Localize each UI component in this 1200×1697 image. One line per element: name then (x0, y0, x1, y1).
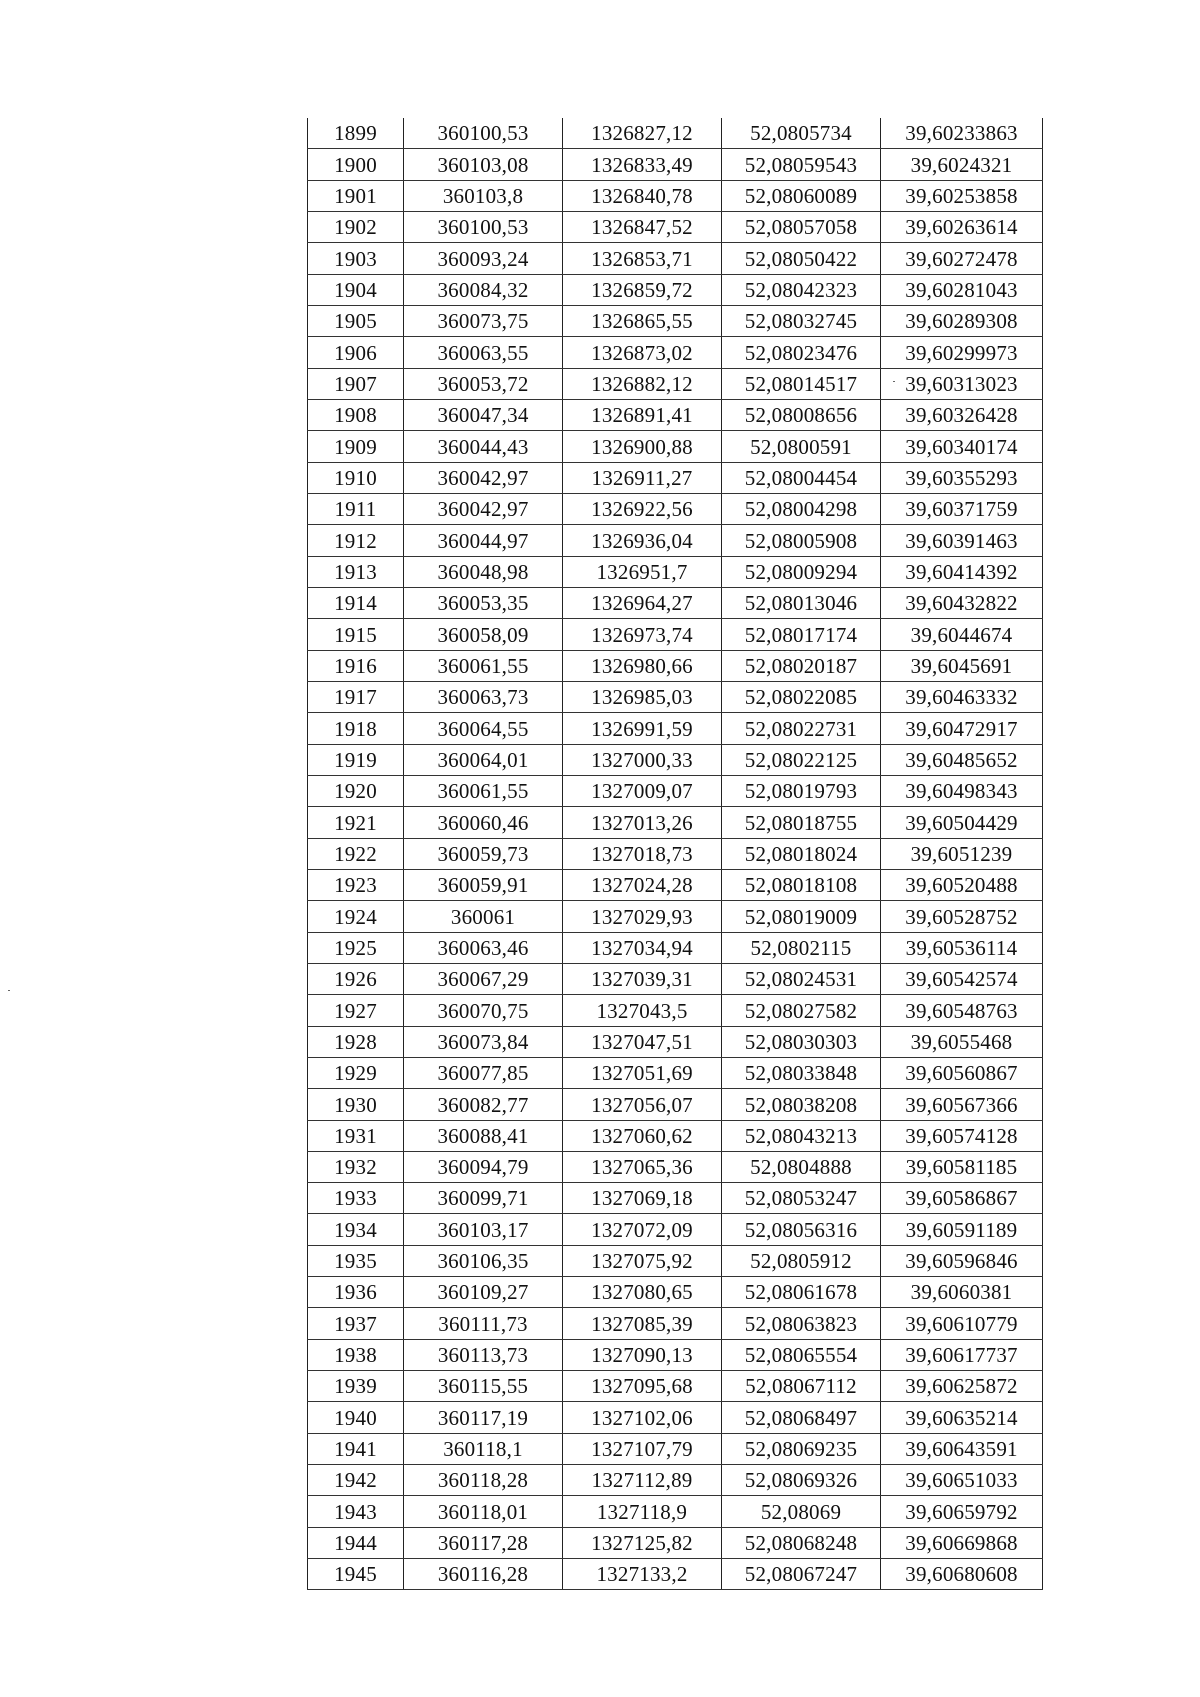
y-coordinate-cell: 1327090,13 (563, 1339, 722, 1370)
point-number-cell: 1942 (308, 1465, 404, 1496)
x-coordinate-cell: 360042,97 (404, 462, 563, 493)
y-coordinate-cell: 1326859,72 (563, 274, 722, 305)
longitude-cell: 39,60313023 (881, 368, 1043, 399)
x-coordinate-cell: 360099,71 (404, 1183, 563, 1214)
point-number-cell: 1910 (308, 462, 404, 493)
y-coordinate-cell: 1327125,82 (563, 1527, 722, 1558)
latitude-cell: 52,08056316 (722, 1214, 881, 1245)
latitude-cell: 52,0805912 (722, 1245, 881, 1276)
point-number-cell: 1933 (308, 1183, 404, 1214)
longitude-cell: 39,6024321 (881, 149, 1043, 180)
table-row (308, 274, 1043, 305)
y-coordinate-cell: 1327118,9 (563, 1496, 722, 1527)
longitude-cell: 39,60299973 (881, 337, 1043, 368)
longitude-cell: 39,60391463 (881, 525, 1043, 556)
latitude-cell: 52,08020187 (722, 650, 881, 681)
point-number-cell: 1915 (308, 619, 404, 650)
point-number-cell: 1909 (308, 431, 404, 462)
y-coordinate-cell: 1326827,12 (563, 118, 722, 149)
y-coordinate-cell: 1327024,28 (563, 869, 722, 900)
latitude-cell: 52,08022125 (722, 744, 881, 775)
latitude-cell: 52,08068248 (722, 1527, 881, 1558)
point-number-cell: 1928 (308, 1026, 404, 1057)
longitude-cell: 39,60528752 (881, 901, 1043, 932)
latitude-cell: 52,08009294 (722, 556, 881, 587)
table-row (308, 1089, 1043, 1120)
point-number-cell: 1943 (308, 1496, 404, 1527)
point-number-cell: 1914 (308, 587, 404, 618)
point-number-cell: 1925 (308, 932, 404, 963)
table-row (308, 1559, 1043, 1590)
x-coordinate-cell: 360077,85 (404, 1057, 563, 1088)
x-coordinate-cell: 360061,55 (404, 775, 563, 806)
point-number-cell: 1944 (308, 1527, 404, 1558)
coordinates-table-body (308, 118, 1043, 1590)
x-coordinate-cell: 360084,32 (404, 274, 563, 305)
x-coordinate-cell: 360061 (404, 901, 563, 932)
y-coordinate-cell: 1326911,27 (563, 462, 722, 493)
x-coordinate-cell: 360115,55 (404, 1371, 563, 1402)
point-number-cell: 1911 (308, 493, 404, 524)
x-coordinate-cell: 360063,55 (404, 337, 563, 368)
point-number-cell: 1931 (308, 1120, 404, 1151)
y-coordinate-cell: 1326980,66 (563, 650, 722, 681)
longitude-cell: 39,60432822 (881, 587, 1043, 618)
point-number-cell: 1918 (308, 713, 404, 744)
longitude-cell: 39,60326428 (881, 399, 1043, 430)
longitude-cell: 39,60680608 (881, 1559, 1043, 1590)
latitude-cell: 52,08065554 (722, 1339, 881, 1370)
point-number-cell: 1912 (308, 525, 404, 556)
point-number-cell: 1907 (308, 368, 404, 399)
x-coordinate-cell: 360042,97 (404, 493, 563, 524)
point-number-cell: 1920 (308, 775, 404, 806)
y-coordinate-cell: 1327047,51 (563, 1026, 722, 1057)
x-coordinate-cell: 360103,8 (404, 180, 563, 211)
x-coordinate-cell: 360116,28 (404, 1559, 563, 1590)
longitude-cell: 39,60355293 (881, 462, 1043, 493)
table-row (308, 1465, 1043, 1496)
latitude-cell: 52,08013046 (722, 587, 881, 618)
point-number-cell: 1905 (308, 305, 404, 336)
point-number-cell: 1903 (308, 243, 404, 274)
table-row (308, 1183, 1043, 1214)
point-number-cell: 1904 (308, 274, 404, 305)
y-coordinate-cell: 1327039,31 (563, 963, 722, 994)
y-coordinate-cell: 1327051,69 (563, 1057, 722, 1088)
latitude-cell: 52,08014517 (722, 368, 881, 399)
point-number-cell: 1941 (308, 1433, 404, 1464)
point-number-cell: 1932 (308, 1151, 404, 1182)
table-row (308, 650, 1043, 681)
x-coordinate-cell: 360047,34 (404, 399, 563, 430)
longitude-cell: 39,60635214 (881, 1402, 1043, 1433)
latitude-cell: 52,08004298 (722, 493, 881, 524)
table-row (308, 869, 1043, 900)
longitude-cell: 39,60625872 (881, 1371, 1043, 1402)
latitude-cell: 52,0804888 (722, 1151, 881, 1182)
x-coordinate-cell: 360094,79 (404, 1151, 563, 1182)
table-row (308, 838, 1043, 869)
y-coordinate-cell: 1326951,7 (563, 556, 722, 587)
latitude-cell: 52,08008656 (722, 399, 881, 430)
table-row (308, 211, 1043, 242)
longitude-cell: 39,60414392 (881, 556, 1043, 587)
point-number-cell: 1900 (308, 149, 404, 180)
table-row (308, 619, 1043, 650)
point-number-cell: 1940 (308, 1402, 404, 1433)
table-row (308, 1371, 1043, 1402)
scan-speck (8, 990, 10, 991)
x-coordinate-cell: 360113,73 (404, 1339, 563, 1370)
y-coordinate-cell: 1327000,33 (563, 744, 722, 775)
x-coordinate-cell: 360063,73 (404, 681, 563, 712)
y-coordinate-cell: 1326873,02 (563, 337, 722, 368)
longitude-cell: 39,60498343 (881, 775, 1043, 806)
y-coordinate-cell: 1327095,68 (563, 1371, 722, 1402)
table-row (308, 243, 1043, 274)
longitude-cell: 39,60596846 (881, 1245, 1043, 1276)
x-coordinate-cell: 360063,46 (404, 932, 563, 963)
point-number-cell: 1901 (308, 180, 404, 211)
longitude-cell: 39,60542574 (881, 963, 1043, 994)
latitude-cell: 52,08061678 (722, 1277, 881, 1308)
x-coordinate-cell: 360073,75 (404, 305, 563, 336)
point-number-cell: 1922 (308, 838, 404, 869)
y-coordinate-cell: 1326840,78 (563, 180, 722, 211)
latitude-cell: 52,0805734 (722, 118, 881, 149)
y-coordinate-cell: 1327009,07 (563, 775, 722, 806)
table-row (308, 118, 1043, 149)
longitude-cell: 39,60574128 (881, 1120, 1043, 1151)
longitude-cell: 39,60263614 (881, 211, 1043, 242)
x-coordinate-cell: 360109,27 (404, 1277, 563, 1308)
latitude-cell: 52,08053247 (722, 1183, 881, 1214)
latitude-cell: 52,08022085 (722, 681, 881, 712)
point-number-cell: 1913 (308, 556, 404, 587)
longitude-cell: 39,60567366 (881, 1089, 1043, 1120)
longitude-cell: 39,60371759 (881, 493, 1043, 524)
latitude-cell: 52,08022731 (722, 713, 881, 744)
table-row (308, 1057, 1043, 1088)
table-row (308, 462, 1043, 493)
point-number-cell: 1919 (308, 744, 404, 775)
latitude-cell: 52,08030303 (722, 1026, 881, 1057)
y-coordinate-cell: 1326865,55 (563, 305, 722, 336)
y-coordinate-cell: 1327034,94 (563, 932, 722, 963)
table-row (308, 337, 1043, 368)
point-number-cell: 1927 (308, 995, 404, 1026)
point-number-cell: 1899 (308, 118, 404, 149)
point-number-cell: 1906 (308, 337, 404, 368)
latitude-cell: 52,08023476 (722, 337, 881, 368)
latitude-cell: 52,08069326 (722, 1465, 881, 1496)
longitude-cell: 39,60233863 (881, 118, 1043, 149)
y-coordinate-cell: 1326985,03 (563, 681, 722, 712)
point-number-cell: 1924 (308, 901, 404, 932)
point-number-cell: 1938 (308, 1339, 404, 1370)
longitude-cell: 39,60659792 (881, 1496, 1043, 1527)
latitude-cell: 52,08019009 (722, 901, 881, 932)
longitude-cell: 39,60472917 (881, 713, 1043, 744)
longitude-cell: 39,60340174 (881, 431, 1043, 462)
x-coordinate-cell: 360093,24 (404, 243, 563, 274)
latitude-cell: 52,08033848 (722, 1057, 881, 1088)
table-row (308, 1151, 1043, 1182)
table-row (308, 1496, 1043, 1527)
x-coordinate-cell: 360073,84 (404, 1026, 563, 1057)
longitude-cell: 39,6060381 (881, 1277, 1043, 1308)
longitude-cell: 39,60591189 (881, 1214, 1043, 1245)
point-number-cell: 1921 (308, 807, 404, 838)
table-row (308, 1339, 1043, 1370)
point-number-cell: 1923 (308, 869, 404, 900)
latitude-cell: 52,08060089 (722, 180, 881, 211)
point-number-cell: 1937 (308, 1308, 404, 1339)
table-row (308, 744, 1043, 775)
table-row (308, 1214, 1043, 1245)
x-coordinate-cell: 360064,01 (404, 744, 563, 775)
x-coordinate-cell: 360059,91 (404, 869, 563, 900)
x-coordinate-cell: 360100,53 (404, 211, 563, 242)
y-coordinate-cell: 1327102,06 (563, 1402, 722, 1433)
longitude-cell: 39,60536114 (881, 932, 1043, 963)
x-coordinate-cell: 360100,53 (404, 118, 563, 149)
x-coordinate-cell: 360067,29 (404, 963, 563, 994)
longitude-cell: 39,60548763 (881, 995, 1043, 1026)
table-row (308, 1120, 1043, 1151)
latitude-cell: 52,0800591 (722, 431, 881, 462)
x-coordinate-cell: 360044,43 (404, 431, 563, 462)
table-row (308, 681, 1043, 712)
longitude-cell: 39,60485652 (881, 744, 1043, 775)
latitude-cell: 52,08004454 (722, 462, 881, 493)
longitude-cell: 39,60610779 (881, 1308, 1043, 1339)
y-coordinate-cell: 1327107,79 (563, 1433, 722, 1464)
x-coordinate-cell: 360044,97 (404, 525, 563, 556)
y-coordinate-cell: 1326882,12 (563, 368, 722, 399)
longitude-cell: 39,60281043 (881, 274, 1043, 305)
y-coordinate-cell: 1327075,92 (563, 1245, 722, 1276)
latitude-cell: 52,08018108 (722, 869, 881, 900)
longitude-cell: 39,60581185 (881, 1151, 1043, 1182)
table-row (308, 963, 1043, 994)
y-coordinate-cell: 1327060,62 (563, 1120, 722, 1151)
scan-speck (893, 381, 895, 382)
y-coordinate-cell: 1326891,41 (563, 399, 722, 430)
table-row (308, 1245, 1043, 1276)
x-coordinate-cell: 360106,35 (404, 1245, 563, 1276)
table-row (308, 556, 1043, 587)
y-coordinate-cell: 1327043,5 (563, 995, 722, 1026)
longitude-cell: 39,60504429 (881, 807, 1043, 838)
latitude-cell: 52,0802115 (722, 932, 881, 963)
latitude-cell: 52,08017174 (722, 619, 881, 650)
x-coordinate-cell: 360070,75 (404, 995, 563, 1026)
latitude-cell: 52,08032745 (722, 305, 881, 336)
table-row (308, 995, 1043, 1026)
x-coordinate-cell: 360118,01 (404, 1496, 563, 1527)
latitude-cell: 52,08059543 (722, 149, 881, 180)
table-row (308, 1026, 1043, 1057)
x-coordinate-cell: 360088,41 (404, 1120, 563, 1151)
point-number-cell: 1935 (308, 1245, 404, 1276)
y-coordinate-cell: 1327133,2 (563, 1559, 722, 1590)
longitude-cell: 39,60520488 (881, 869, 1043, 900)
latitude-cell: 52,08050422 (722, 243, 881, 274)
x-coordinate-cell: 360053,35 (404, 587, 563, 618)
latitude-cell: 52,08027582 (722, 995, 881, 1026)
point-number-cell: 1930 (308, 1089, 404, 1120)
y-coordinate-cell: 1326853,71 (563, 243, 722, 274)
point-number-cell: 1916 (308, 650, 404, 681)
point-number-cell: 1936 (308, 1277, 404, 1308)
table-row (308, 901, 1043, 932)
latitude-cell: 52,08069235 (722, 1433, 881, 1464)
x-coordinate-cell: 360082,77 (404, 1089, 563, 1120)
table-row (308, 180, 1043, 211)
point-number-cell: 1926 (308, 963, 404, 994)
x-coordinate-cell: 360103,17 (404, 1214, 563, 1245)
x-coordinate-cell: 360058,09 (404, 619, 563, 650)
latitude-cell: 52,08069 (722, 1496, 881, 1527)
y-coordinate-cell: 1327085,39 (563, 1308, 722, 1339)
table-row (308, 1277, 1043, 1308)
longitude-cell: 39,60643591 (881, 1433, 1043, 1464)
longitude-cell: 39,6044674 (881, 619, 1043, 650)
x-coordinate-cell: 360053,72 (404, 368, 563, 399)
latitude-cell: 52,08005908 (722, 525, 881, 556)
y-coordinate-cell: 1326847,52 (563, 211, 722, 242)
latitude-cell: 52,08018024 (722, 838, 881, 869)
longitude-cell: 39,6045691 (881, 650, 1043, 681)
point-number-cell: 1929 (308, 1057, 404, 1088)
x-coordinate-cell: 360103,08 (404, 149, 563, 180)
longitude-cell: 39,60617737 (881, 1339, 1043, 1370)
table-row (308, 1402, 1043, 1433)
x-coordinate-cell: 360059,73 (404, 838, 563, 869)
table-row (308, 775, 1043, 806)
longitude-cell: 39,60560867 (881, 1057, 1043, 1088)
table-row (308, 807, 1043, 838)
table-row (308, 587, 1043, 618)
latitude-cell: 52,08057058 (722, 211, 881, 242)
latitude-cell: 52,08068497 (722, 1402, 881, 1433)
y-coordinate-cell: 1327080,65 (563, 1277, 722, 1308)
y-coordinate-cell: 1326936,04 (563, 525, 722, 556)
latitude-cell: 52,08067247 (722, 1559, 881, 1590)
x-coordinate-cell: 360048,98 (404, 556, 563, 587)
table-row (308, 399, 1043, 430)
longitude-cell: 39,60669868 (881, 1527, 1043, 1558)
table-row (308, 1527, 1043, 1558)
latitude-cell: 52,08019793 (722, 775, 881, 806)
table-row (308, 368, 1043, 399)
x-coordinate-cell: 360118,28 (404, 1465, 563, 1496)
x-coordinate-cell: 360064,55 (404, 713, 563, 744)
x-coordinate-cell: 360060,46 (404, 807, 563, 838)
table-row (308, 149, 1043, 180)
table-row (308, 525, 1043, 556)
x-coordinate-cell: 360111,73 (404, 1308, 563, 1339)
latitude-cell: 52,08024531 (722, 963, 881, 994)
coordinates-table (307, 118, 1043, 1590)
point-number-cell: 1917 (308, 681, 404, 712)
latitude-cell: 52,08018755 (722, 807, 881, 838)
x-coordinate-cell: 360118,1 (404, 1433, 563, 1464)
y-coordinate-cell: 1327018,73 (563, 838, 722, 869)
y-coordinate-cell: 1327056,07 (563, 1089, 722, 1120)
y-coordinate-cell: 1326991,59 (563, 713, 722, 744)
longitude-cell: 39,60651033 (881, 1465, 1043, 1496)
table-row (308, 431, 1043, 462)
longitude-cell: 39,60289308 (881, 305, 1043, 336)
latitude-cell: 52,08067112 (722, 1371, 881, 1402)
x-coordinate-cell: 360117,19 (404, 1402, 563, 1433)
table-row (308, 932, 1043, 963)
table-row (308, 1433, 1043, 1464)
longitude-cell: 39,60463332 (881, 681, 1043, 712)
y-coordinate-cell: 1327029,93 (563, 901, 722, 932)
point-number-cell: 1902 (308, 211, 404, 242)
point-number-cell: 1934 (308, 1214, 404, 1245)
longitude-cell: 39,60272478 (881, 243, 1043, 274)
y-coordinate-cell: 1327065,36 (563, 1151, 722, 1182)
y-coordinate-cell: 1327112,89 (563, 1465, 722, 1496)
y-coordinate-cell: 1326900,88 (563, 431, 722, 462)
longitude-cell: 39,60253858 (881, 180, 1043, 211)
y-coordinate-cell: 1327072,09 (563, 1214, 722, 1245)
y-coordinate-cell: 1326973,74 (563, 619, 722, 650)
table-row (308, 713, 1043, 744)
latitude-cell: 52,08063823 (722, 1308, 881, 1339)
y-coordinate-cell: 1326833,49 (563, 149, 722, 180)
longitude-cell: 39,60586867 (881, 1183, 1043, 1214)
latitude-cell: 52,08038208 (722, 1089, 881, 1120)
latitude-cell: 52,08042323 (722, 274, 881, 305)
table-row (308, 1308, 1043, 1339)
longitude-cell: 39,6055468 (881, 1026, 1043, 1057)
latitude-cell: 52,08043213 (722, 1120, 881, 1151)
y-coordinate-cell: 1327013,26 (563, 807, 722, 838)
y-coordinate-cell: 1327069,18 (563, 1183, 722, 1214)
point-number-cell: 1939 (308, 1371, 404, 1402)
table-row (308, 305, 1043, 336)
y-coordinate-cell: 1326922,56 (563, 493, 722, 524)
y-coordinate-cell: 1326964,27 (563, 587, 722, 618)
table-row (308, 493, 1043, 524)
x-coordinate-cell: 360117,28 (404, 1527, 563, 1558)
x-coordinate-cell: 360061,55 (404, 650, 563, 681)
longitude-cell: 39,6051239 (881, 838, 1043, 869)
point-number-cell: 1945 (308, 1559, 404, 1590)
point-number-cell: 1908 (308, 399, 404, 430)
